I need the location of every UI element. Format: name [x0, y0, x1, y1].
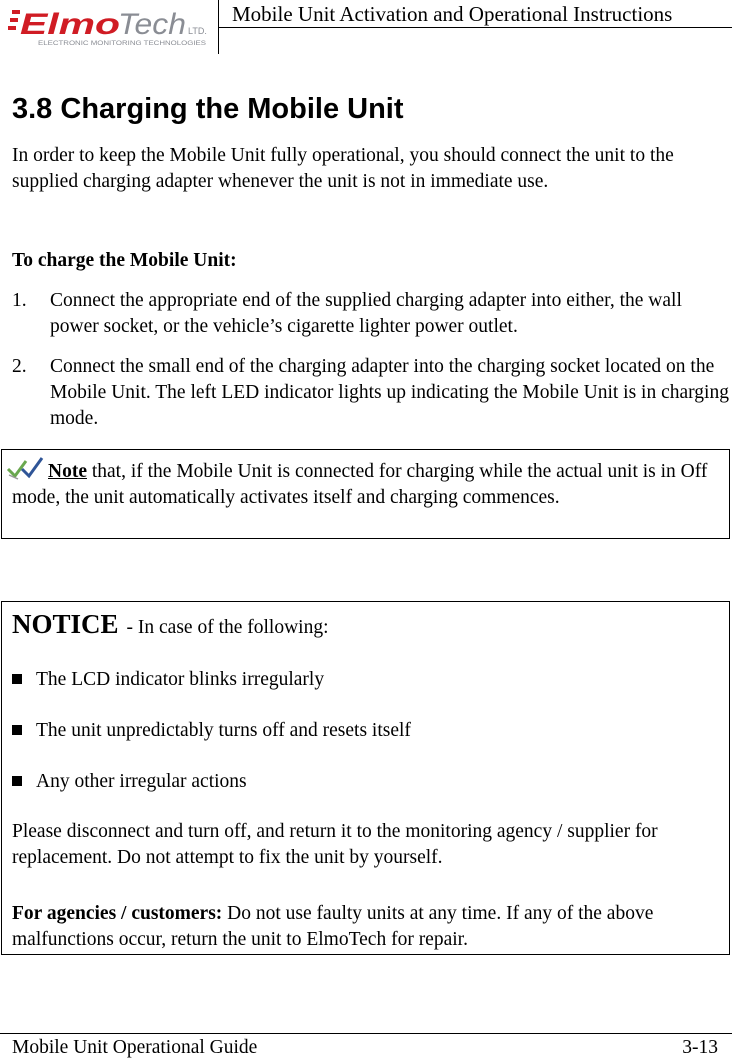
bullet-text: The LCD indicator blinks irregularly [36, 669, 325, 690]
step-2 [12, 354, 732, 444]
svg-text:ELECTRONIC MONITORING TECHNOLO: ELECTRONIC MONITORING TECHNOLOGIES [38, 40, 207, 47]
bullet-square-icon [12, 725, 22, 735]
section-heading: 3.8 Charging the Mobile Unit [12, 93, 404, 125]
procedure-subheading: To charge the Mobile Unit: [12, 250, 237, 271]
svg-text:LTD.: LTD. [188, 26, 207, 36]
note-label: Note [48, 461, 87, 482]
notice-intro: - In case of the following: [126, 617, 329, 638]
notice-bullet [12, 669, 324, 691]
step-number: 2. [12, 356, 27, 377]
agencies-label: For agencies / customers: [12, 903, 223, 924]
bullet-square-icon [12, 674, 22, 684]
notice-instruction: Please disconnect and turn off, and return it to the monitoring agency / supplier for replacement. Do not attempt to fix the unit by yourself. [12, 821, 658, 868]
step-number: 1. [12, 290, 27, 311]
footer-title: Mobile Unit Operational Guide [12, 1037, 258, 1058]
footer-rule [0, 1033, 732, 1034]
notice-bullet [12, 720, 411, 742]
note-text [12, 459, 724, 511]
svg-text:Tech: Tech [118, 8, 186, 41]
agencies-text: Do not use faulty units at any time. If any of the above malfunctions occur, return the unit to ElmoTech for repair. [12, 903, 654, 950]
header-rule [218, 27, 732, 28]
bullet-text: Any other irregular actions [36, 771, 247, 792]
note-body: that, if the Mobile Unit is connected for charging while the actual unit is in Off mode, the unit automatically activates itself and charging commences. [12, 461, 708, 508]
notice-title: NOTICE [12, 609, 119, 639]
bullet-text: The unit unpredictably turns off and resets itself [36, 720, 411, 741]
agencies-paragraph [12, 901, 727, 953]
step-text: Connect the appropriate end of the supplied charging adapter into either, the wall power socket, or the vehicle’s cigarette lighter power outlet. [50, 290, 682, 337]
intro-paragraph: In order to keep the Mobile Unit fully operational, you should connect the unit to the supplied charging adapter whenever the unit is not in immediate use. [12, 145, 674, 192]
notice-bullet [12, 771, 247, 793]
elmotech-logo [8, 4, 214, 48]
notice-heading [12, 609, 329, 640]
step-text: Connect the small end of the charging adapter into the charging socket located on the Mobile Unit. The left LED indicator lights up indicating the Mobile Unit is in charging mode. [50, 356, 729, 429]
header-title: Mobile Unit Activation and Operational Instructions [232, 2, 673, 26]
page-number: 3-13 [682, 1037, 718, 1058]
bullet-square-icon [12, 776, 22, 786]
svg-text:Elmo: Elmo [20, 8, 120, 41]
step-1 [12, 288, 732, 348]
